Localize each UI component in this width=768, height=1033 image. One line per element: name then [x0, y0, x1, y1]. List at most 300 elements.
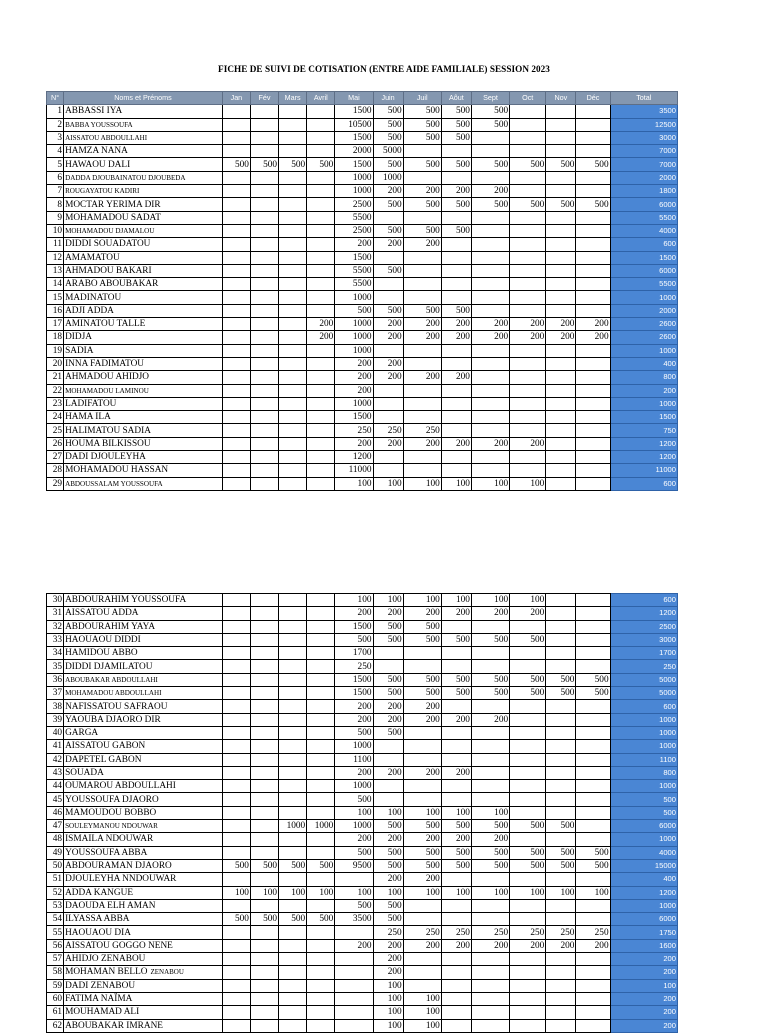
member-name: DADDA DJOUBAINATOU DJOUBEDA: [65, 173, 186, 182]
monthly-amount: [576, 437, 610, 450]
monthly-amount: [307, 1006, 335, 1019]
monthly-amount: 200: [403, 331, 441, 344]
monthly-amount: [510, 833, 546, 846]
table-header-row: [47, 92, 678, 105]
monthly-amount: [546, 713, 576, 726]
monthly-amount: [307, 673, 335, 686]
table-row: [47, 780, 678, 793]
monthly-amount: [546, 371, 576, 384]
monthly-amount: [279, 131, 307, 144]
monthly-amount: [250, 926, 278, 939]
monthly-amount: [279, 726, 307, 739]
monthly-amount: 500: [510, 687, 546, 700]
row-number: 62: [47, 1019, 64, 1032]
monthly-amount: 1000: [373, 171, 403, 184]
member-name: ABDOURAHIM YOUSSOUFA: [65, 595, 187, 606]
monthly-amount: [373, 397, 403, 410]
member-name-cell: [64, 953, 223, 966]
monthly-amount: [441, 913, 471, 926]
monthly-amount: [441, 251, 471, 264]
total-amount: 600: [610, 700, 677, 713]
monthly-amount: [222, 318, 250, 331]
monthly-amount: 1500: [335, 620, 373, 633]
monthly-amount: 500: [510, 633, 546, 646]
monthly-amount: [335, 966, 373, 979]
monthly-amount: 500: [403, 131, 441, 144]
monthly-amount: [250, 833, 278, 846]
monthly-amount: [222, 926, 250, 939]
member-name: MOHAMAN BELLO: [65, 967, 148, 978]
monthly-amount: 250: [403, 926, 441, 939]
monthly-amount: [441, 740, 471, 753]
monthly-amount: [250, 620, 278, 633]
monthly-amount: 200: [403, 873, 441, 886]
member-name: DIDDI SOUADATOU: [65, 239, 151, 250]
monthly-amount: [510, 966, 546, 979]
monthly-amount: 1500: [335, 673, 373, 686]
monthly-amount: 100: [403, 992, 441, 1005]
row-number: 41: [47, 740, 64, 753]
monthly-amount: [546, 1006, 576, 1019]
monthly-amount: [471, 793, 509, 806]
monthly-amount: [403, 647, 441, 660]
table-row: [47, 397, 678, 410]
monthly-amount: 500: [373, 726, 403, 739]
monthly-amount: [510, 647, 546, 660]
monthly-amount: [510, 451, 546, 464]
monthly-amount: [279, 211, 307, 224]
monthly-amount: [403, 953, 441, 966]
monthly-amount: [250, 357, 278, 370]
monthly-amount: [471, 753, 509, 766]
monthly-amount: 500: [471, 859, 509, 872]
monthly-amount: [250, 1019, 278, 1032]
member-name: MAMOUDOU BOBBO: [65, 807, 157, 818]
table-row: [47, 437, 678, 450]
header-cell-nov: Nov: [546, 92, 576, 105]
monthly-amount: 2000: [335, 145, 373, 158]
monthly-amount: [307, 793, 335, 806]
monthly-amount: 200: [403, 371, 441, 384]
monthly-amount: [250, 344, 278, 357]
member-name: MOCTAR YERIMA DIR: [65, 199, 161, 210]
monthly-amount: [441, 780, 471, 793]
monthly-amount: 1000: [335, 820, 373, 833]
monthly-amount: 250: [441, 926, 471, 939]
monthly-amount: 500: [441, 633, 471, 646]
member-name-cell: [64, 1006, 223, 1019]
row-number: 44: [47, 780, 64, 793]
row-number: 55: [47, 926, 64, 939]
total-amount: 1500: [610, 251, 677, 264]
monthly-amount: [250, 264, 278, 277]
monthly-amount: [307, 992, 335, 1005]
monthly-amount: [373, 278, 403, 291]
row-number: 56: [47, 939, 64, 952]
table-row: [47, 411, 678, 424]
monthly-amount: 100: [373, 886, 403, 899]
monthly-amount: 1000: [307, 820, 335, 833]
monthly-amount: [546, 726, 576, 739]
monthly-amount: 500: [441, 304, 471, 317]
monthly-amount: [307, 846, 335, 859]
member-name-cell: [64, 966, 223, 979]
monthly-amount: [307, 966, 335, 979]
member-name: DIDJA: [65, 332, 92, 343]
member-name: AISSATOU ADDA: [65, 608, 139, 619]
total-amount: 4000: [610, 224, 677, 237]
monthly-amount: 1500: [335, 105, 373, 118]
member-name-cell: [64, 620, 223, 633]
total-amount: 7000: [610, 145, 677, 158]
monthly-amount: 10500: [335, 118, 373, 131]
monthly-amount: [222, 357, 250, 370]
member-name-cell: [64, 464, 223, 477]
table-row: [47, 607, 678, 620]
total-amount: 2600: [610, 331, 677, 344]
table-row: [47, 185, 678, 198]
monthly-amount: [222, 304, 250, 317]
monthly-amount: [279, 145, 307, 158]
monthly-amount: [222, 1019, 250, 1032]
member-name-cell: [64, 713, 223, 726]
monthly-amount: [576, 344, 610, 357]
monthly-amount: [403, 660, 441, 673]
monthly-amount: 500: [471, 158, 509, 171]
monthly-amount: 200: [403, 318, 441, 331]
monthly-amount: [510, 913, 546, 926]
monthly-amount: [576, 238, 610, 251]
monthly-amount: 500: [471, 198, 509, 211]
monthly-amount: [279, 1006, 307, 1019]
member-name-cell: [64, 118, 223, 131]
table-row: [47, 647, 678, 660]
monthly-amount: [471, 660, 509, 673]
monthly-amount: 500: [373, 846, 403, 859]
row-number: 3: [47, 131, 64, 144]
monthly-amount: 500: [441, 859, 471, 872]
monthly-amount: 200: [373, 939, 403, 952]
monthly-amount: [250, 145, 278, 158]
monthly-amount: [576, 992, 610, 1005]
monthly-amount: 500: [546, 673, 576, 686]
member-name-cell: [64, 766, 223, 779]
monthly-amount: 500: [441, 846, 471, 859]
monthly-amount: [279, 424, 307, 437]
table-row: [47, 833, 678, 846]
row-number: 24: [47, 411, 64, 424]
monthly-amount: [403, 291, 441, 304]
monthly-amount: 200: [441, 766, 471, 779]
row-number: 31: [47, 607, 64, 620]
monthly-amount: 200: [510, 607, 546, 620]
row-number: 45: [47, 793, 64, 806]
monthly-amount: [441, 647, 471, 660]
monthly-amount: 200: [403, 700, 441, 713]
member-name: ISMAILA NDOUWAR: [65, 834, 154, 845]
member-name-cell: [64, 806, 223, 819]
row-number: 16: [47, 304, 64, 317]
monthly-amount: 200: [441, 371, 471, 384]
monthly-amount: [576, 740, 610, 753]
monthly-amount: [441, 397, 471, 410]
monthly-amount: 500: [279, 913, 307, 926]
row-number: 39: [47, 713, 64, 726]
monthly-amount: 500: [403, 673, 441, 686]
monthly-amount: [250, 939, 278, 952]
table-row: [47, 344, 678, 357]
member-name-cell: [64, 198, 223, 211]
monthly-amount: 500: [335, 793, 373, 806]
monthly-amount: [471, 966, 509, 979]
monthly-amount: [222, 780, 250, 793]
monthly-amount: 200: [373, 331, 403, 344]
monthly-amount: [403, 397, 441, 410]
member-name: BABBA YOUSSOUFA: [65, 120, 133, 129]
monthly-amount: 500: [471, 118, 509, 131]
table-row: [47, 766, 678, 779]
monthly-amount: [471, 278, 509, 291]
monthly-amount: [250, 118, 278, 131]
monthly-amount: [279, 780, 307, 793]
monthly-amount: [546, 780, 576, 793]
monthly-amount: [222, 753, 250, 766]
member-name: HALIMATOU SADIA: [65, 425, 151, 436]
monthly-amount: [279, 966, 307, 979]
monthly-amount: [307, 873, 335, 886]
total-amount: 1600: [610, 939, 677, 952]
member-name: MADINATOU: [65, 292, 122, 303]
monthly-amount: [222, 953, 250, 966]
monthly-amount: [576, 806, 610, 819]
monthly-amount: 2500: [335, 198, 373, 211]
monthly-amount: 1000: [335, 331, 373, 344]
monthly-amount: 200: [510, 331, 546, 344]
monthly-amount: [403, 899, 441, 912]
monthly-amount: 500: [441, 131, 471, 144]
monthly-amount: [546, 304, 576, 317]
member-name-cell: [64, 251, 223, 264]
monthly-amount: [546, 607, 576, 620]
monthly-amount: [471, 171, 509, 184]
monthly-amount: [373, 753, 403, 766]
monthly-amount: [441, 966, 471, 979]
monthly-amount: [576, 966, 610, 979]
total-amount: 1200: [610, 437, 677, 450]
monthly-amount: [510, 171, 546, 184]
monthly-amount: [471, 953, 509, 966]
table-row: [47, 158, 678, 171]
monthly-amount: [471, 1006, 509, 1019]
monthly-amount: [307, 411, 335, 424]
contribution-table-part-2: [46, 593, 678, 1033]
monthly-amount: [441, 211, 471, 224]
member-name: MOHAMADOU LAMINOU: [65, 386, 149, 395]
monthly-amount: [546, 291, 576, 304]
member-name: ABBASSI IYA: [65, 106, 123, 117]
monthly-amount: 100: [403, 1006, 441, 1019]
monthly-amount: [471, 899, 509, 912]
monthly-amount: 200: [471, 185, 509, 198]
monthly-amount: 100: [471, 477, 509, 490]
monthly-amount: 200: [373, 238, 403, 251]
monthly-amount: [279, 238, 307, 251]
table-row: [47, 620, 678, 633]
monthly-amount: [576, 647, 610, 660]
monthly-amount: [471, 992, 509, 1005]
monthly-amount: [222, 660, 250, 673]
member-name: FATIMA NAÏMA: [65, 994, 133, 1005]
monthly-amount: [307, 371, 335, 384]
monthly-amount: [307, 464, 335, 477]
monthly-amount: [279, 264, 307, 277]
member-name: AHMADOU BAKARI: [65, 266, 152, 276]
member-name-cell: [64, 371, 223, 384]
monthly-amount: 1000: [335, 344, 373, 357]
monthly-amount: 1100: [335, 753, 373, 766]
monthly-amount: [250, 211, 278, 224]
monthly-amount: [510, 713, 546, 726]
monthly-amount: [510, 224, 546, 237]
monthly-amount: [471, 979, 509, 992]
monthly-amount: 200: [373, 833, 403, 846]
monthly-amount: [510, 264, 546, 277]
monthly-amount: [576, 1006, 610, 1019]
total-amount: 200: [610, 966, 677, 979]
member-name: DIDDI DJAMILATOU: [65, 661, 153, 672]
member-name: AHIDJO ZENABOU: [65, 954, 146, 965]
monthly-amount: [546, 594, 576, 607]
header-cell-jan: Jan: [222, 92, 250, 105]
monthly-amount: [279, 318, 307, 331]
monthly-amount: 5000: [373, 145, 403, 158]
monthly-amount: [279, 713, 307, 726]
table-row: [47, 357, 678, 370]
monthly-amount: 200: [335, 238, 373, 251]
monthly-amount: [510, 185, 546, 198]
row-number: 15: [47, 291, 64, 304]
monthly-amount: [222, 437, 250, 450]
monthly-amount: [510, 740, 546, 753]
monthly-amount: 200: [335, 713, 373, 726]
monthly-amount: 100: [373, 1006, 403, 1019]
monthly-amount: [250, 384, 278, 397]
monthly-amount: [250, 171, 278, 184]
total-amount: 1100: [610, 753, 677, 766]
monthly-amount: [307, 357, 335, 370]
member-name: HAMA ILA: [65, 412, 111, 423]
row-number: 19: [47, 344, 64, 357]
monthly-amount: 1700: [335, 647, 373, 660]
monthly-amount: [546, 700, 576, 713]
monthly-amount: 200: [403, 939, 441, 952]
monthly-amount: [576, 913, 610, 926]
monthly-amount: [546, 633, 576, 646]
monthly-amount: 200: [441, 185, 471, 198]
member-name-cell: [64, 793, 223, 806]
monthly-amount: [576, 477, 610, 490]
monthly-amount: [471, 291, 509, 304]
monthly-amount: [373, 464, 403, 477]
monthly-amount: [335, 979, 373, 992]
monthly-amount: 100: [250, 886, 278, 899]
monthly-amount: [441, 411, 471, 424]
member-name: LADIFATOU: [65, 398, 117, 409]
table-row: [47, 224, 678, 237]
monthly-amount: [250, 251, 278, 264]
monthly-amount: 11000: [335, 464, 373, 477]
monthly-amount: [222, 820, 250, 833]
monthly-amount: [441, 700, 471, 713]
monthly-amount: 200: [307, 318, 335, 331]
total-amount: 12500: [610, 118, 677, 131]
member-name-cell: [64, 1019, 223, 1032]
row-number: 35: [47, 660, 64, 673]
monthly-amount: 200: [441, 437, 471, 450]
monthly-amount: [510, 238, 546, 251]
member-name: HAWAOU DALI: [65, 159, 131, 170]
monthly-amount: 1000: [335, 171, 373, 184]
table-row: [47, 846, 678, 859]
monthly-amount: [403, 913, 441, 926]
monthly-amount: [222, 806, 250, 819]
header-cell-jun: Juin: [373, 92, 403, 105]
header-cell-oct: Oct: [510, 92, 546, 105]
monthly-amount: 200: [471, 331, 509, 344]
monthly-amount: 500: [250, 158, 278, 171]
monthly-amount: [222, 633, 250, 646]
monthly-amount: [222, 687, 250, 700]
monthly-amount: [510, 726, 546, 739]
member-name-cell: [64, 224, 223, 237]
monthly-amount: [546, 740, 576, 753]
monthly-amount: 250: [546, 926, 576, 939]
row-number: 57: [47, 953, 64, 966]
monthly-amount: [546, 620, 576, 633]
monthly-amount: 200: [441, 713, 471, 726]
table-row: [47, 939, 678, 952]
total-amount: 1000: [610, 740, 677, 753]
monthly-amount: [222, 424, 250, 437]
monthly-amount: 500: [403, 859, 441, 872]
member-name-cell: [64, 660, 223, 673]
monthly-amount: [546, 397, 576, 410]
monthly-amount: 3500: [335, 913, 373, 926]
monthly-amount: 500: [335, 846, 373, 859]
monthly-amount: [403, 726, 441, 739]
monthly-amount: [250, 793, 278, 806]
monthly-amount: [222, 397, 250, 410]
monthly-amount: [576, 171, 610, 184]
monthly-amount: [307, 713, 335, 726]
monthly-amount: [279, 185, 307, 198]
monthly-amount: 500: [373, 224, 403, 237]
total-amount: 400: [610, 873, 677, 886]
table-row: [47, 979, 678, 992]
monthly-amount: 200: [335, 357, 373, 370]
monthly-amount: [307, 647, 335, 660]
table-row: [47, 886, 678, 899]
monthly-amount: [576, 464, 610, 477]
monthly-amount: [510, 793, 546, 806]
member-name-cell: [64, 833, 223, 846]
monthly-amount: [471, 464, 509, 477]
monthly-amount: 250: [403, 424, 441, 437]
monthly-amount: 100: [403, 1019, 441, 1032]
monthly-amount: 100: [403, 477, 441, 490]
monthly-amount: [471, 357, 509, 370]
total-amount: 15000: [610, 859, 677, 872]
